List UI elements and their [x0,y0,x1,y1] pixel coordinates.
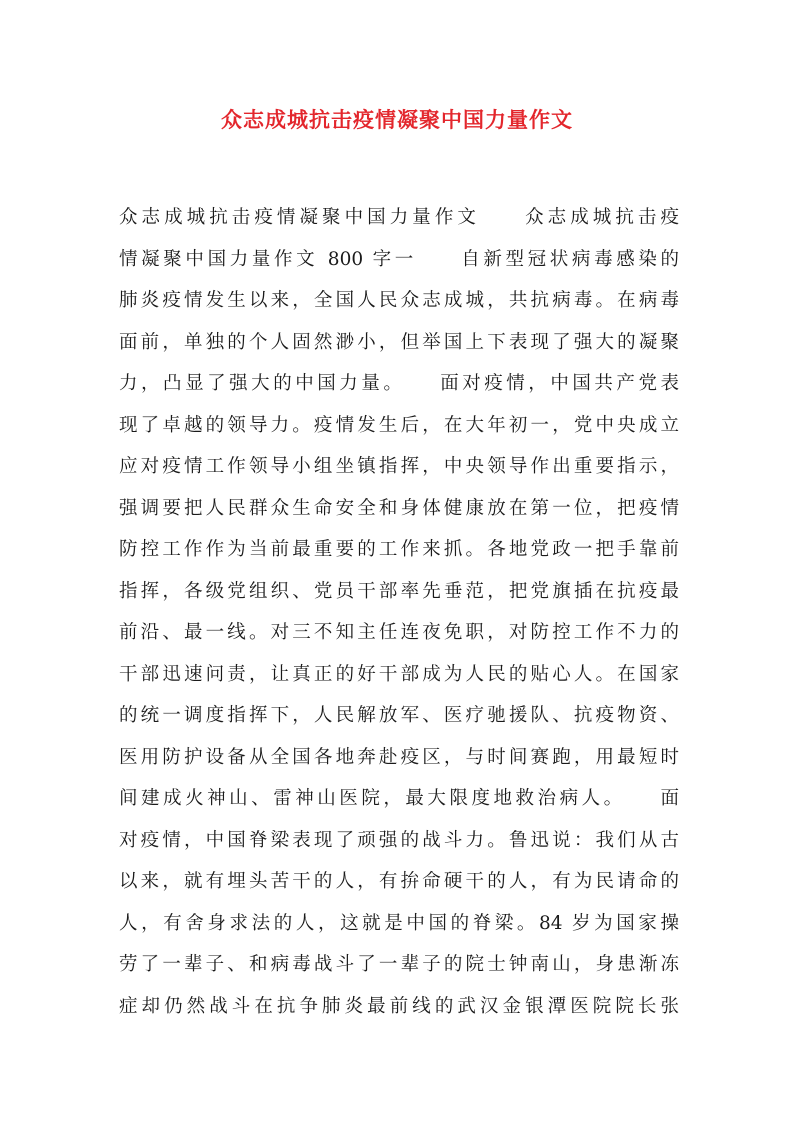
body-line: 医用防护设备从全国各地奔赴疫区，与时间赛跑，用最短时 [119,746,679,768]
body-line: 力，凸显了强大的中国力量。 面对疫情，中国共产党表 [119,373,679,394]
body-line: 症却仍然战斗在抗争肺炎最前线的武汉金银潭医院院长张 [119,995,679,1017]
body-line: 人，有舍身求法的人，这就是中国的脊梁。84 岁为国家操 [119,912,679,934]
body-line: 面前，单独的个人固然渺小，但举国上下表现了强大的凝聚 [119,331,679,353]
body-line: 间建成火神山、雷神山医院，最大限度地救治病人。 面 [119,788,679,809]
body-line: 现了卓越的领导力。疫情发生后，在大年初一，党中央成立 [119,414,679,436]
body-line: 劳了一辈子、和病毒战斗了一辈子的院士钟南山，身患渐冻 [119,954,679,975]
body-line: 指挥，各级党组织、党员干部率先垂范，把党旗插在抗疫最 [119,580,679,602]
body-line: 以来，就有埋头苦干的人，有拚命硬干的人，有为民请命的 [119,871,679,892]
document-title: 众志成城抗击疫情凝聚中国力量作文 [221,107,573,132]
body-line: 强调要把人民群众生命安全和身体健康放在第一位，把疫情 [119,497,679,519]
body-line: 应对疫情工作领导小组坐镇指挥，中央领导作出重要指示， [119,456,679,477]
body-line: 干部迅速问责，让真正的好干部成为人民的贴心人。在国家 [119,663,679,685]
body-line: 防控工作作为当前最重要的工作来抓。各地党政一把手靠前 [119,539,679,560]
body-line: 众志成城抗击疫情凝聚中国力量作文 众志成城抗击疫 [119,207,679,228]
body-line: 前沿、最一线。对三不知主任连夜免职，对防控工作不力的 [119,622,679,643]
document-body [119,205,679,1035]
body-line: 情凝聚中国力量作文 800 字一 自新型冠状病毒感染的 [119,248,679,270]
body-line: 对疫情，中国脊梁表现了顽强的战斗力。鲁迅说：我们从古 [119,829,679,851]
body-line: 的统一调度指挥下，人民解放军、医疗驰援队、抗疫物资、 [119,705,679,726]
body-line: 肺炎疫情发生以来，全国人民众志成城，共抗病毒。在病毒 [119,290,679,311]
